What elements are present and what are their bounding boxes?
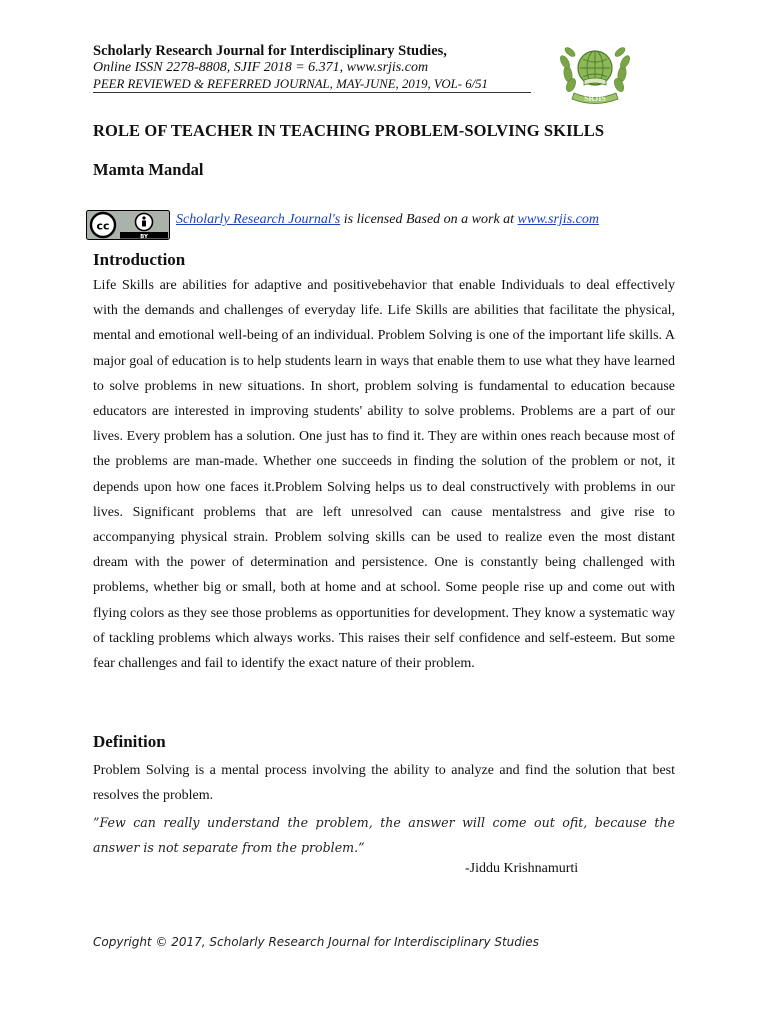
svg-text:cc: cc [96,219,110,233]
license-text: is licensed Based on a work at [340,212,518,227]
author-name: Mamta Mandal [93,160,204,179]
creative-commons-badge[interactable] [86,210,170,240]
quote-text: ”Few can really understand the problem, the answer will come out ofit, because the answer is not separate from the problem.” [93,815,675,855]
journal-title: Scholarly Research Journal for Interdisciplinary Studies, [93,43,447,59]
journal-peer-line: PEER REVIEWED & REFERRED JOURNAL, MAY-JUNE, 2019, VOL- 6/51 [93,77,488,91]
copyright-footer: Copyright © 2017, Scholarly Research Journal for Interdisciplinary Studies [93,935,539,949]
paper-title: ROLE OF TEACHER IN TEACHING PROBLEM-SOLVING SKILLS [93,121,605,140]
journal-issn-line: Online ISSN 2278-8808, SJIF 2018 = 6.371, www.srjis.com [93,60,429,75]
journal-logo [556,38,634,106]
site-link[interactable]: www.srjis.com [517,212,599,227]
quote-author: -Jiddu Krishnamurti [465,861,579,876]
svg-text:SRJIS: SRJIS [584,94,606,103]
cc-icon [91,213,115,237]
svg-text:BY: BY [140,234,148,240]
definition-heading: Definition [93,732,166,751]
definition-paragraph: Problem Solving is a mental process involving the ability to analyze and find the solution that best resolves the problem. [93,763,675,804]
header-divider [93,92,531,93]
license-statement [176,212,599,228]
journal-link[interactable]: Scholarly Research Journal's [176,212,341,227]
introduction-heading: Introduction [93,250,186,269]
introduction-paragraph: Life Skills are abilities for adaptive and positivebehavior that enable Individuals to deal effectively with the demands and challenges of everyday life. Life Skills are abilities that facilitate the physical, mental and emotional well-being of an individual. Problem Solving is one of the important life skills. A major goal of education is to help students learn in ways that enable them to use what they have learned to solve problems in new situations. In short, problem solving is fundamental to education because educators are interested in improving students' ability to solve problems. Problems are a part of our lives. Every problem has a solution. One just has to find it. They are within ones reach because most of the problems are man-made. Whether one succeeds in finding the solution of the problem or not, it depends upon how one faces it.Problem Solving helps us to deal constructively with problems in our lives. Significant problems that are left unresolved can cause mentalstress and give rise to accompanying physical strain. Problem solving skills can be used to realize even the most distant dream with the power of determination and persistence. One is constantly being challenged with problems, whether big or small, both at home and at school. Some people rise up and come out with flying colors as they see those problems as opportunities for development. They know a systematic way of tackling problems which always works. This raises their self confidence and self-esteem. But some fear challenges and fail to identify the exact nature of their problem. [93,278,675,672]
attribution-icon [136,214,153,231]
